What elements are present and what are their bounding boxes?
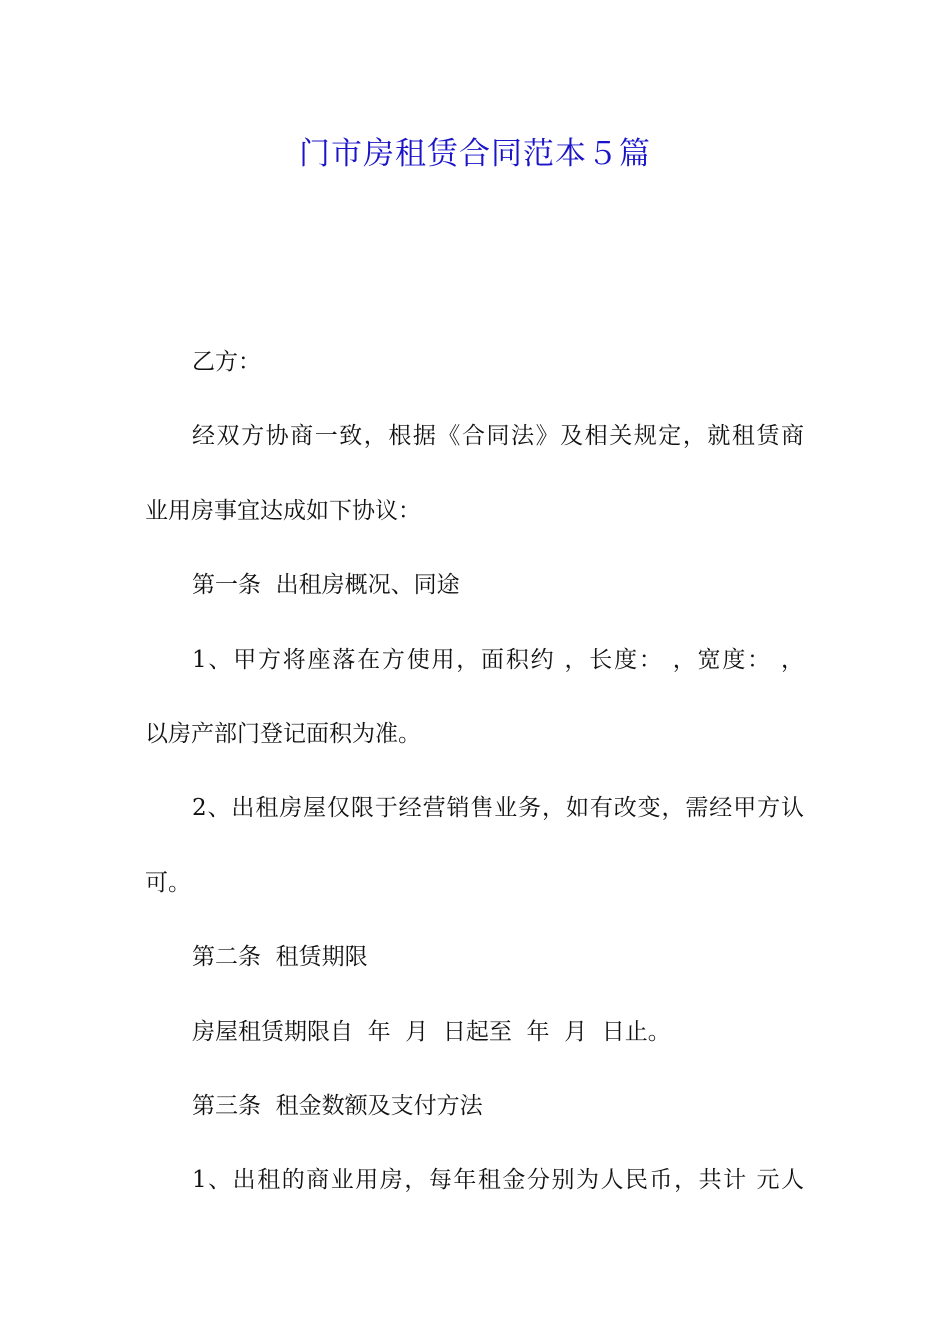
document-title: 门市房租赁合同范本５篇 xyxy=(299,136,651,172)
paragraph-line: 第一条 出租房概况、同途 xyxy=(192,572,460,598)
paragraph-line: 第三条 租金数额及支付方法 xyxy=(192,1093,483,1119)
paragraph-line: 可。 xyxy=(145,870,191,896)
paragraph-line: 房屋租赁期限自 年 月 日起至 年 月 日止。 xyxy=(192,1019,671,1045)
paragraph-line: 1、甲方将座落在方使用，面积约 ，长度： ，宽度： ， xyxy=(192,647,804,673)
paragraph-line: 2、出租房屋仅限于经营销售业务，如有改变，需经甲方认 xyxy=(192,795,804,821)
paragraph-line: 1、出租的商业用房，每年租金分别为人民币，共计 元人 xyxy=(192,1167,804,1193)
paragraph-line: 经双方协商一致，根据《合同法》及相关规定，就租赁商 xyxy=(192,423,804,449)
paragraph-line: 第二条 租赁期限 xyxy=(192,944,368,970)
paragraph-line: 业用房事宜达成如下协议： xyxy=(145,498,421,524)
paragraph-line: 以房产部门登记面积为准。 xyxy=(145,721,421,747)
paragraph-line: 乙方： xyxy=(192,349,261,375)
